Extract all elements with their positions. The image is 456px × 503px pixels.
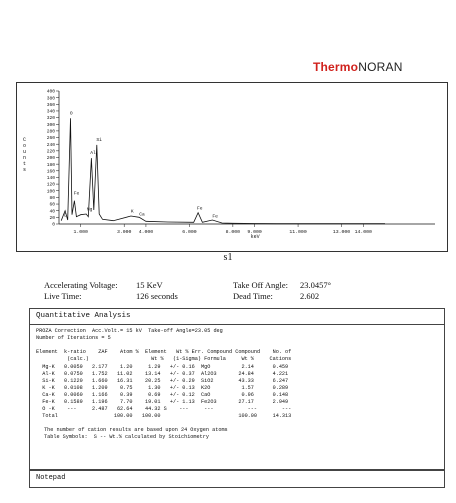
x-tick-label: 1.000 [73, 230, 88, 235]
y-tick-label: 240 [46, 142, 55, 148]
table-row: Fe-K 0.1589 1.196 7.70 19.01 +/- 1.13 Fe2O3 27.17 2.949 [36, 399, 289, 405]
table-header-row-2: (calc.) Wt % (1-Sigma) Formula Wt % Cations [36, 356, 292, 362]
y-tick-label: 180 [46, 162, 55, 168]
peak-label: C [63, 213, 67, 219]
y-tick-label: 300 [46, 122, 55, 128]
y-axis-label-letter: t [23, 161, 27, 167]
y-tick-label: 260 [46, 136, 55, 142]
peak-label: Ca [139, 212, 145, 218]
accelerating-voltage-label: Accelerating Voltage: [44, 280, 118, 290]
y-tick-label: 400 [46, 89, 55, 95]
y-tick-label: 280 [46, 129, 55, 135]
sample-name: s1 [223, 252, 233, 263]
x-tick-label: 13.000 [332, 230, 351, 235]
y-tick-label: 120 [46, 182, 55, 188]
table-total-row: Total 100.00 100.00 100.00 14.313 [36, 413, 292, 419]
y-tick-label: 200 [46, 156, 55, 162]
x-tick-label: 9.000 [247, 230, 262, 235]
y-tick-label: 340 [46, 109, 55, 115]
iterations-line: Number of Iterations = 5 [36, 335, 111, 341]
table-row: Si-K 0.1220 1.660 16.31 20.25 +/- 0.29 SiO2 43.33 6.247 [36, 378, 289, 384]
y-axis-label-letter: s [23, 167, 27, 173]
cation-note: The number of cation results are based upon 24 Oxygen atoms [44, 427, 228, 433]
x-tick-label: 3.000 [116, 230, 132, 235]
peak-label: Al [90, 151, 96, 157]
quantitative-analysis-panel [29, 308, 445, 470]
table-row: K -K 0.0108 1.209 0.75 1.30 +/- 0.13 K2O 1.57 0.289 [36, 385, 289, 391]
x-tick-label: 8.000 [225, 230, 241, 235]
live-time-value: 126 seconds [136, 291, 178, 301]
peak-label: Fe [197, 206, 203, 212]
y-axis-label-letter: o [23, 143, 27, 149]
take-off-angle-value: 23.0457° [300, 280, 332, 290]
x-axis-label: keV [250, 234, 260, 240]
y-tick-label: 140 [46, 176, 55, 182]
table-row: Mg-K 0.0059 2.177 1.20 1.29 +/- 0.16 MgO 2.14 0.459 [36, 364, 289, 370]
y-tick-label: 160 [46, 169, 55, 175]
table-row: Ca-K 0.0060 1.166 0.39 0.69 +/- 0.12 CaO 0.96 0.148 [36, 392, 289, 398]
y-tick-label: 220 [46, 149, 55, 155]
panel-divider [30, 324, 444, 325]
y-tick-label: 360 [46, 102, 55, 108]
peak-label: Fe [212, 214, 218, 220]
logo-thermo-text: Thermo [313, 60, 359, 74]
table-row: O -K --- 2.487 62.64 44.32 S --- --- --- --- [36, 406, 292, 412]
y-tick-label: 80 [49, 196, 55, 201]
accelerating-voltage-value: 15 KeV [136, 280, 163, 290]
y-tick-label: 380 [46, 96, 55, 102]
table-row: Al-K 0.0750 1.752 11.02 13.14 +/- 0.37 Al2O3 24.84 4.221 [36, 371, 289, 377]
y-tick-label: 320 [46, 116, 55, 122]
x-tick-label: 11.000 [289, 230, 307, 235]
correction-line: PROZA Correction Acc.Volt.= 15 kV Take-off Angle=23.05 deg [36, 328, 223, 334]
y-axis-label-letter: u [23, 149, 27, 155]
x-tick-label: 14.000 [354, 230, 372, 235]
logo-noran-text: NORAN [358, 60, 403, 74]
peak-label: O [69, 111, 73, 117]
take-off-angle-label: Take Off Angle: [233, 280, 288, 290]
eds-spectrum-chart [17, 83, 447, 251]
table-symbols-note: Table Symbols: S -- Wt.% calculated by Stoichiometry [44, 434, 209, 440]
dead-time-label: Dead Time: [233, 291, 273, 301]
y-axis-label-letter: n [23, 155, 27, 161]
peak-label: K [130, 209, 134, 215]
table-header-row-1: Element k-ratio ZAF Atom % Element Wt % Err. Compound Compound No. of [36, 349, 292, 355]
thermo-noran-logo [313, 60, 403, 74]
live-time-label: Live Time: [44, 291, 82, 301]
y-tick-label: 40 [49, 209, 55, 215]
x-tick-label: 4.000 [138, 230, 154, 235]
eds-spectrum-panel [16, 82, 448, 252]
peak-label: Fe [73, 191, 80, 197]
y-axis-label-letter: C [23, 137, 27, 143]
quantitative-analysis-title: Quantitative Analysis [36, 312, 131, 320]
dead-time-value: 2.602 [300, 291, 320, 301]
y-tick-label: 0 [52, 222, 55, 228]
x-tick-label: 6.000 [182, 230, 197, 235]
notepad-panel [29, 470, 445, 488]
y-tick-label: 100 [46, 189, 55, 195]
y-tick-label: 20 [49, 215, 55, 221]
y-tick-label: 60 [49, 202, 55, 208]
y-axis-label [23, 137, 26, 173]
notepad-label: Notepad [36, 474, 66, 482]
spectrum-line [61, 118, 385, 223]
peak-label: Si [96, 137, 102, 143]
peak-label: Mg [86, 207, 93, 213]
